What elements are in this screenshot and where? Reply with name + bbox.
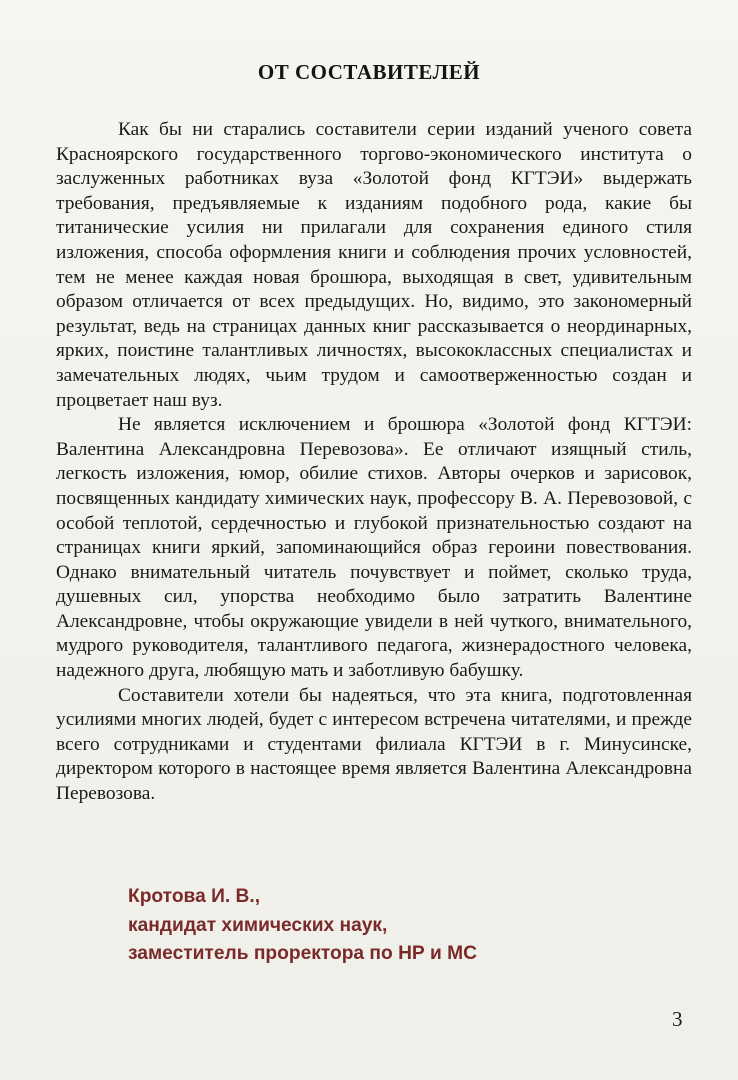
page-number: 3 [672,1007,683,1031]
paragraph-2: Не является исключением и брошюра «Золотой фонд КГТЭИ: Валентина Александровна Перевозова». Ее отличают изящный стиль, легкость изложения, юмор, обилие стихов. Авторы очерков и зарисовок, посвященных кандидату химических наук, профессору В. А. Перевозовой, с особой теплотой, сердечностью и глубокой признательностью создают на страницах книги яркий, запоминающийся образ героини повествования. Однако внимательный читатель почувствует и поймет, сколько труда, душевных сил, упорства необходимо было затратить Валентине Александровне, чтобы окружающие увидели в ней чуткого, внимательного, мудрого руководителя, талантливого педагога, жизнерадостного человека, надежного друга, любящую мать и заботливую бабушку. [56,414,692,682]
signature-name: Кротова И. В., [128,886,261,907]
body-text [56,118,692,807]
paragraph-3: Составители хотели бы надеяться, что эта книга, подготовленная усилиями многих людей, будет с интересом встречена читателями, и прежде всего сотрудниками и студентами филиала КГТЭИ в г. Минусинске, директором которого в настоящее время является Валентина Александровна Перевозова. [56,684,692,805]
signature-position: заместитель проректора по НР и МС [128,943,478,964]
page-title: ОТ СОСТАВИТЕЛЕЙ [257,60,481,84]
paragraph-1: Как бы ни старались составители серии изданий ученого совета Красноярского государственного торгово-экономического института о заслуженных работниках вуза «Золотой фонд КГТЭИ» выдержать требования, предъявляемые к изданиям подобного рода, какие бы титанические усилия ни прилагали для сохранения единого стиля изложения, способа оформления книги и соблюдения прочих условностей, тем не менее каждая новая брошюра, выходящая в свет, удивительным образом отличается от всех предыдущих. Но, видимо, это закономерный результат, ведь на страницах данных книг рассказывается о неординарных, ярких, поистине талантливых личностях, высококлассных специалистах и замечательных людях, чьим трудом и самоотверженностью создан и процветает наш вуз. [56,119,692,411]
signature-block [128,883,477,969]
signature-degree: кандидат химических наук, [128,914,388,936]
